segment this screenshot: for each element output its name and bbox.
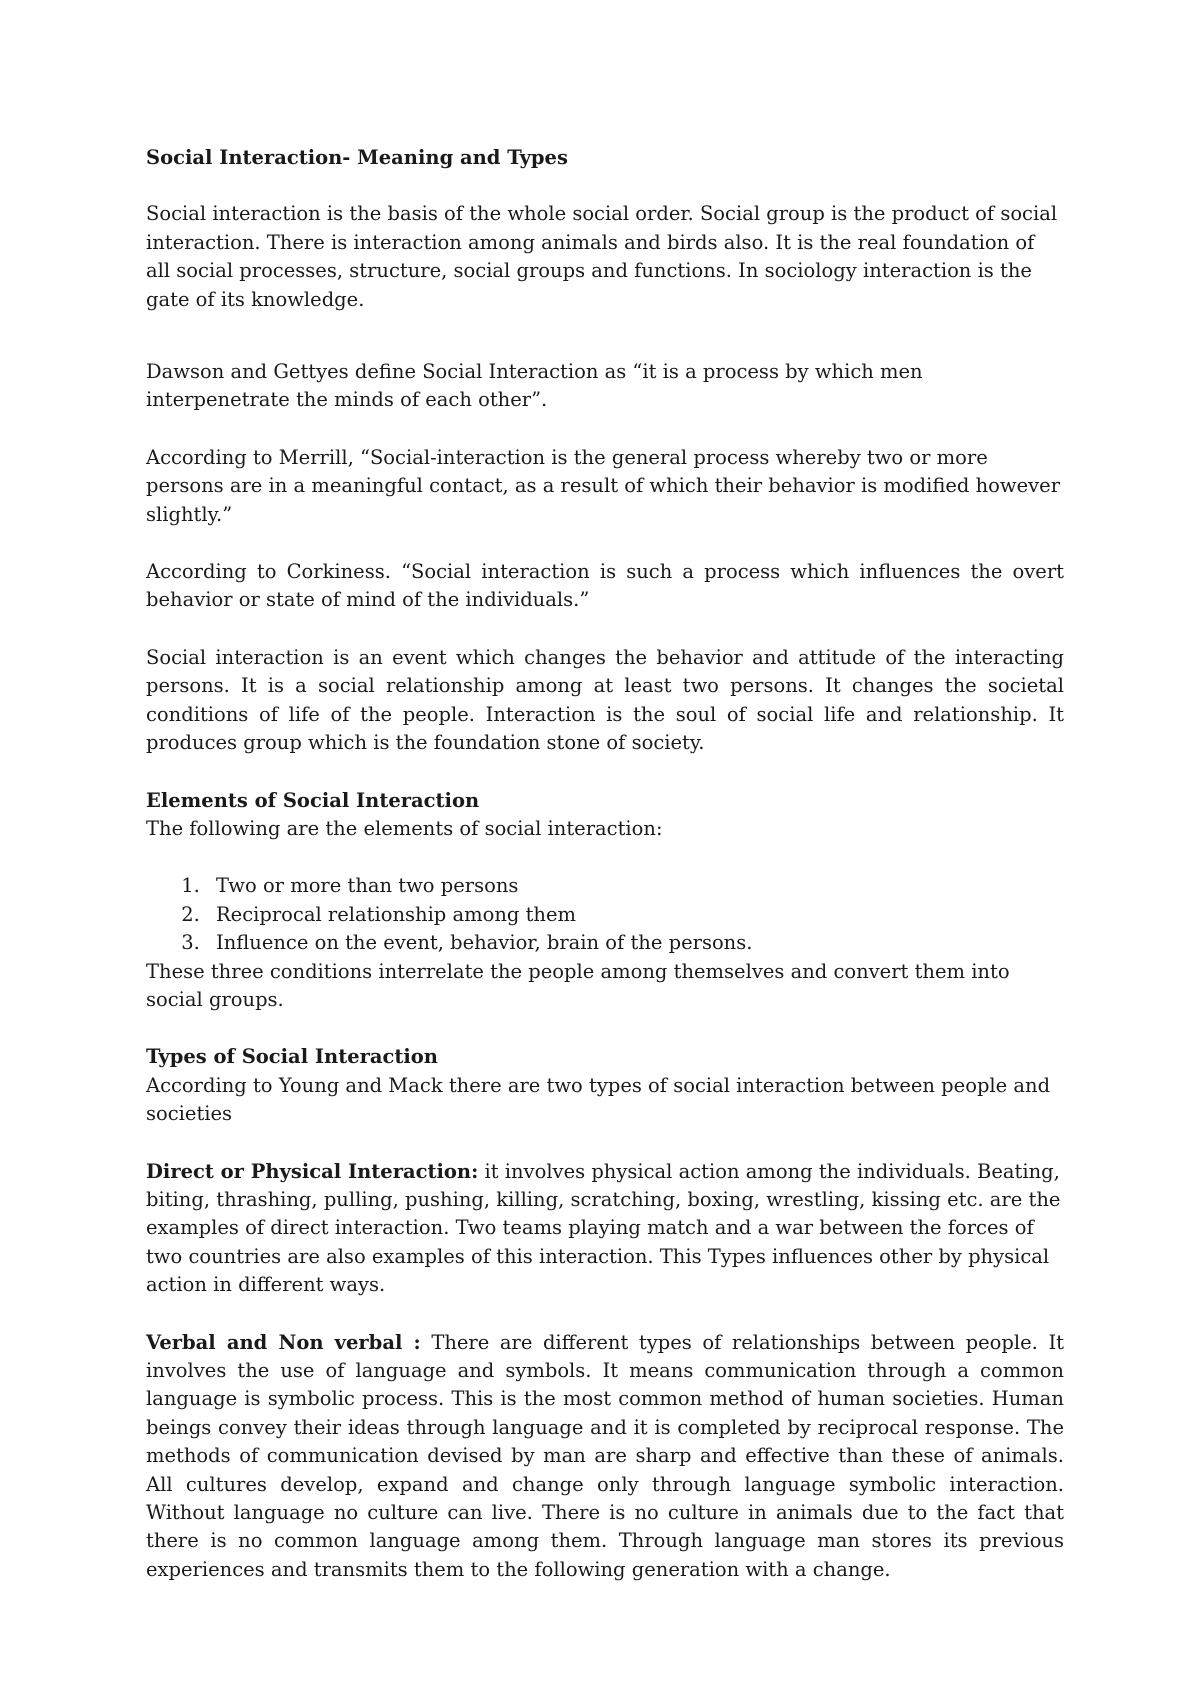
direct-interaction-paragraph xyxy=(146,1158,1064,1300)
list-item: 3. Influence on the event, behavior, brain of the persons. xyxy=(206,929,1064,957)
list-item: 1. Two or more than two persons xyxy=(206,872,1064,900)
definition-dawson: Dawson and Gettyes define Social Interaction as “it is a process by which men interpenetrate the minds of each other”. xyxy=(146,360,923,412)
list-item: 2. Reciprocal relationship among them xyxy=(206,901,1064,929)
direct-interaction-term: Direct or Physical Interaction: xyxy=(146,1159,479,1183)
elements-intro: The following are the elements of social interaction: xyxy=(146,816,663,840)
direct-interaction-text: it involves physical action among the individuals. Beating, biting, thrashing, pulling, pushing, killing, scratching, boxing, wrestling, kissing etc. are the examples of direct interaction. Two teams playing match and a war between the forces of two countries are also examples of this interaction. This Types influences other by physical action in different ways. xyxy=(146,1159,1061,1297)
elements-closing: These three conditions interrelate the people among themselves and convert them into social groups. xyxy=(146,959,1010,1011)
types-heading: Types of Social Interaction xyxy=(146,1045,438,1069)
verbal-interaction-paragraph xyxy=(146,1329,1064,1585)
summary-paragraph: Social interaction is an event which changes the behavior and attitude of the interacting persons. It is a social relationship among at least two persons. It changes the societal conditions of life of the people. Interaction is the soul of social life and relationship. It produces group which is the foundation stone of society. xyxy=(146,645,1064,755)
verbal-interaction-text: There are different types of relationships between people. It involves the use of language and symbols. It means communication through a common language is symbolic process. This is the most common method of human societies. Human beings convey their ideas through language and it is completed by reciprocal response. The methods of communication devised by man are sharp and effective than these of animals. All cultures develop, expand and change only through language symbolic interaction. Without language no culture can live. There is no culture in animals due to the fact that there is no common language among them. Through language man stores its previous experiences and transmits them to the following generation with a change. xyxy=(146,1330,1064,1581)
document-body xyxy=(146,144,1064,1584)
definition-corkiness: According to Corkiness. “Social interaction is such a process which influences the overt behavior or state of mind of the individuals.” xyxy=(146,560,1064,612)
definition-merrill: According to Merrill, “Social-interaction is the general process whereby two or more persons are in a meaningful contact, as a result of which their behavior is modified however slightly.” xyxy=(146,445,1061,526)
types-intro: According to Young and Mack there are two types of social interaction between people and societies xyxy=(146,1073,1051,1126)
elements-list xyxy=(146,872,1064,957)
document-title: Social Interaction- Meaning and Types xyxy=(146,146,568,169)
elements-heading: Elements of Social Interaction xyxy=(146,788,480,812)
verbal-interaction-term: Verbal and Non verbal : xyxy=(146,1330,421,1354)
intro-paragraph: Social interaction is the basis of the whole social order. Social group is the product of social interaction. There is interaction among animals and birds also. It is the real foundation of all social processes, structure, social groups and functions. In sociology interaction is the gate of its knowledge. xyxy=(146,202,1058,311)
